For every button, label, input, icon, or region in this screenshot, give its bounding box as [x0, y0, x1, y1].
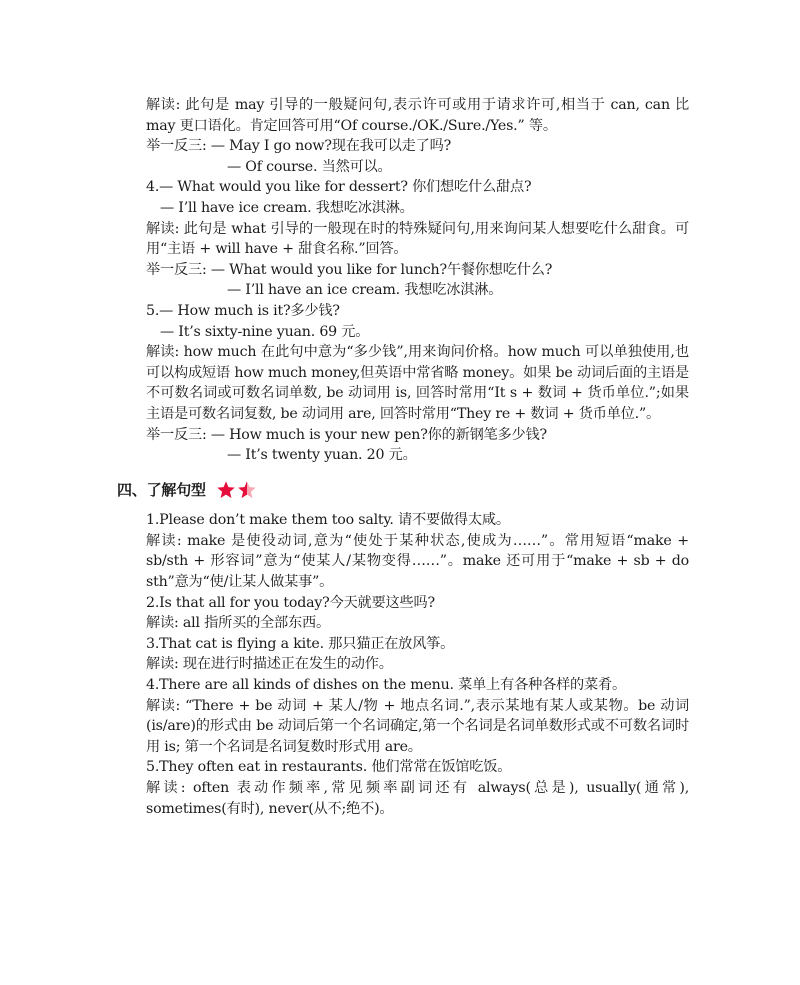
sentence-4-answer: — I’ll have ice cream. 我想吃冰淇淋。: [160, 199, 414, 216]
sentence-4: 4.There are all kinds of dishes on the menu. 菜单上有各种各样的菜肴。: [146, 677, 627, 694]
example-question: 举一反三: — How much is your new pen?你的新钢笔多少钱?: [146, 426, 547, 443]
star-icon: [216, 480, 236, 500]
section-heading: [117, 480, 689, 501]
explanation-there-be: 解读: “There + be 动词 + 某人/物 + 地点名词.”,表示某地有某人或某物。be 动词(is/are)的形式由 be 动词后第一个名词确定,第一个名词是名词单数形式或不可数名词时用 is; 第一个名词是名词复数时形式用 are。: [146, 697, 689, 755]
explanation-make: 解读: make 是使役动词,意为“使处于某种状态,使成为……”。常用短语“make + sb/sth + 形容词”意为“使某人/某物变得……”。make 还可用于“make + sb + do sth”意为“使/让某人做某事”。: [146, 532, 689, 591]
explanation-what: 解读: 此句是 what 引导的一般现在时的特殊疑问句,用来询问某人想要吃什么甜食。可用“主语 + will have + 甜食名称.”回答。: [146, 220, 689, 258]
sentence-1: 1.Please don’t make them too salty. 请不要做得太咸。: [146, 512, 510, 529]
example-question: 举一反三: — What would you like for lunch?午餐你想吃什么?: [146, 261, 553, 278]
sentence-5: 5.They often eat in restaurants. 他们常常在饭馆吃饭。: [146, 759, 512, 776]
explanation-progressive: 解读: 现在进行时描述正在发生的动作。: [146, 656, 393, 673]
sentence-5-question: 5.— How much is it?多少钱?: [146, 302, 340, 319]
star-icon: [237, 480, 257, 500]
sentence-4-question: 4.— What would you like for dessert? 你们想吃什么甜点?: [146, 179, 532, 196]
difficulty-stars: [216, 480, 258, 500]
sentence-5-answer: — It’s sixty-nine yuan. 69 元。: [160, 323, 370, 340]
explanation-all: 解读: all 指所买的全部东西。: [146, 615, 330, 632]
explanation-how-much: 解读: how much 在此句中意为“多少钱”,用来询问价格。how much 可以单独使用,也可以构成短语 how much money,但英语中常省略 money。如果 be 动词后面的主语是不可数名词或可数名词单数, be 动词用 is, 回答时常用“It s + 数词 + 货币单位.”;如果主语是可数名词复数, be 动词用 are, 回答时常用“They re + 数词 + 货币单位.”。: [146, 344, 689, 422]
example-answer: — It’s twenty yuan. 20 元。: [227, 447, 417, 464]
explanation-may: 解读: 此句是 may 引导的一般疑问句,表示许可或用于请求许可,相当于 can, can 比 may 更口语化。肯定回答可用“Of course./OK./Sure./Yes.” 等。: [146, 97, 689, 134]
sentence-3: 3.That cat is flying a kite. 那只猫正在放风筝。: [146, 635, 455, 652]
sentence-2: 2.Is that all for you today?今天就要这些吗?: [146, 594, 435, 611]
example-answer: — I’ll have an ice cream. 我想吃冰淇淋。: [227, 282, 503, 299]
example-answer: — Of course. 当然可以。: [227, 158, 392, 175]
section-title: 四、了解句型: [117, 480, 206, 499]
example-question: 举一反三: — May I go now?现在我可以走了吗?: [146, 138, 452, 155]
explanation-often: 解读: often 表动作频率,常见频率副词还有 always(总是), usually(通常), sometimes(有时), never(从不;绝不)。: [146, 780, 689, 817]
document-body: [117, 95, 689, 819]
